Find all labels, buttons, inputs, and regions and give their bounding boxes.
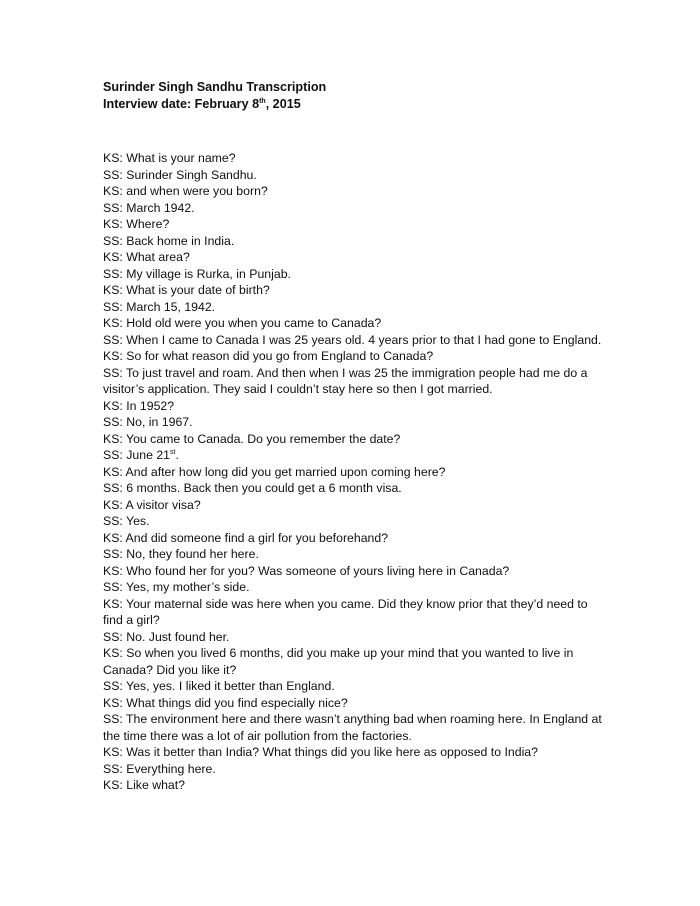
interview-date-superscript: th	[259, 98, 266, 105]
transcript-line-text: KS: What is your date of birth?	[103, 283, 270, 297]
transcript-line	[103, 563, 603, 580]
transcript-line-text: SS: No, they found her here.	[103, 547, 259, 561]
transcript-line-text: KS: In 1952?	[103, 398, 175, 413]
transcript-line-text: SS: Back home in India.	[103, 233, 235, 248]
transcript-line	[103, 315, 603, 332]
transcript-line-text: SS: Everything here.	[103, 761, 216, 776]
transcript-line	[103, 579, 603, 596]
transcript-line	[103, 414, 603, 431]
transcript-line	[103, 365, 603, 398]
transcript-line	[103, 216, 603, 233]
transcript-line	[103, 761, 603, 778]
interview-date-suffix: , 2015	[265, 97, 301, 111]
transcript-line	[103, 266, 603, 283]
transcript-line	[103, 480, 603, 497]
transcript-line	[103, 596, 603, 629]
transcript-line-text: KS: You came to Canada. Do you remember the date?	[103, 431, 401, 446]
transcript-line	[103, 744, 603, 761]
transcript-line-text: KS: Hold old were you when you came to Canada?	[103, 316, 382, 330]
transcript-line	[103, 546, 603, 563]
transcript-line-text: KS: What things did you find especially nice?	[103, 695, 348, 710]
transcript-line	[103, 249, 603, 266]
interview-date	[103, 96, 663, 113]
transcript-line-text: KS: Who found her for you? Was someone of yours living here in Canada?	[103, 563, 510, 578]
transcript-line-text: KS: So for what reason did you go from England to Canada?	[103, 349, 434, 363]
transcript-line-text: KS: Where?	[103, 217, 170, 231]
transcript-line-text: KS: Like what?	[103, 778, 186, 792]
transcript-line	[103, 431, 603, 448]
transcript-line	[103, 282, 603, 299]
transcript-line	[103, 513, 603, 530]
transcript-line	[103, 530, 603, 547]
transcript-line	[103, 678, 603, 695]
transcript-line	[103, 695, 603, 712]
transcript-line-text: SS: When I came to Canada I was 25 years old. 4 years prior to that I had gone to England.	[103, 332, 602, 347]
transcript-body	[103, 150, 603, 794]
transcript-line-text: SS: 6 months. Back then you could get a 6 month visa.	[103, 481, 402, 495]
transcript-line	[103, 233, 603, 250]
transcript-line	[103, 150, 603, 167]
transcript-line	[103, 711, 603, 744]
transcript-line	[103, 398, 603, 415]
transcript-line-text: KS: Your maternal side was here when you came. Did they know prior that they’d need to find a girl?	[103, 596, 588, 627]
transcript-line	[103, 447, 603, 464]
transcript-line-text: SS: My village is Rurka, in Punjab.	[103, 266, 291, 281]
transcript-line-text: SS: No, in 1967.	[103, 415, 193, 429]
transcript-line	[103, 200, 603, 217]
interview-date-prefix: Interview date: February 8	[103, 97, 260, 111]
transcript-line-text: SS: Yes.	[103, 514, 150, 528]
transcript-line-text: SS: The environment here and there wasn’t anything bad when roaming here. In England at the time there was a lot of air pollution from the factories.	[103, 712, 602, 743]
transcript-line-text: SS: March 1942.	[103, 200, 195, 215]
transcript-line-text: KS: A visitor visa?	[103, 497, 201, 512]
transcript-line	[103, 777, 603, 794]
transcript-line-text: SS: March 15, 1942.	[103, 299, 216, 314]
transcript-line-text: SS: June 21	[103, 448, 170, 462]
transcript-line-text: SS: Yes, yes. I liked it better than England.	[103, 679, 335, 693]
transcript-line-text: SS: Yes, my mother’s side.	[103, 580, 250, 594]
transcript-line	[103, 348, 603, 365]
transcript-line-superscript: st	[170, 449, 176, 456]
transcript-line	[103, 332, 603, 349]
transcript-line-text: KS: And did someone find a girl for you beforehand?	[103, 530, 389, 545]
transcript-line-text: KS: What area?	[103, 250, 190, 264]
transcript-line-text: KS: And after how long did you get married upon coming here?	[103, 464, 446, 479]
transcript-line	[103, 167, 603, 184]
transcript-line	[103, 183, 603, 200]
transcript-line-text: SS: Surinder Singh Sandhu.	[103, 167, 257, 182]
transcript-line	[103, 464, 603, 481]
transcript-line-text: KS: Was it better than India? What things did you like here as opposed to India?	[103, 745, 538, 759]
transcript-line	[103, 645, 603, 678]
document-heading	[103, 79, 663, 113]
transcript-line-text: KS: and when were you born?	[103, 184, 268, 198]
transcript-line	[103, 299, 603, 316]
transcript-line-text: SS: No. Just found her.	[103, 629, 230, 644]
transcript-line	[103, 497, 603, 514]
transcript-line-text: KS: What is your name?	[103, 151, 236, 165]
transcript-line-text: SS: To just travel and roam. And then when I was 25 the immigration people had me do a visitor’s application. They said I couldn’t stay here so then I got married.	[103, 365, 588, 396]
transcript-line-suffix: .	[175, 448, 179, 462]
transcript-line-text: KS: So when you lived 6 months, did you make up your mind that you wanted to live in Canada? Did you like it?	[103, 646, 574, 677]
transcript-line	[103, 629, 603, 646]
document-title: Surinder Singh Sandhu Transcription	[103, 80, 327, 94]
